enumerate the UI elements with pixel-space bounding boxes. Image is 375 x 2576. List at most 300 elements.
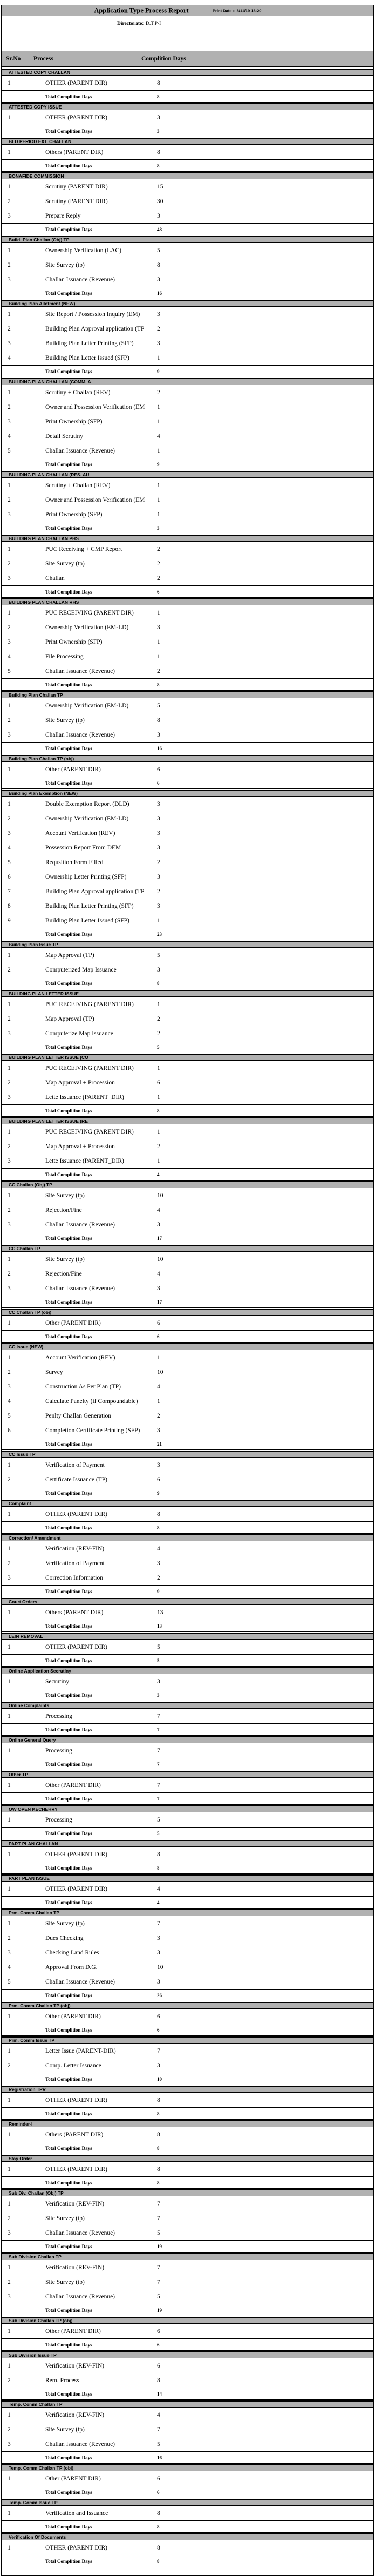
process-row [2, 2211, 373, 2226]
section-header: BUILDING PLAN LETTER ISSUE [2, 990, 373, 997]
process-name: Site Survey (tp) [45, 2426, 85, 2433]
completion-days: 7 [157, 1747, 160, 1754]
process-name: Owner and Possession Verification (EM [45, 403, 145, 410]
section-rows [2, 762, 373, 777]
process-name: Scrutiny + Challan (REV) [45, 389, 111, 396]
completion-days: 2 [157, 560, 160, 567]
section-header: Building Plan Allotment (NEW) [2, 300, 373, 307]
process-row [2, 350, 373, 365]
process-row [2, 913, 373, 928]
total-completion-days-value: 6 [157, 589, 160, 595]
process-section [2, 1667, 373, 1701]
row-serial-number: 9 [8, 917, 11, 924]
process-row [2, 2471, 373, 2486]
total-completion-days-value: 3 [157, 525, 160, 531]
section-rows [2, 948, 373, 977]
section-rows [2, 1640, 373, 1654]
completion-days: 3 [157, 966, 160, 973]
process-name: Verification (REV-FIN) [45, 2411, 105, 2418]
row-serial-number: 1 [8, 952, 11, 959]
completion-days: 1 [157, 447, 160, 454]
row-serial-number: 2 [8, 1368, 11, 1375]
completion-days: 4 [157, 1270, 160, 1277]
total-row [2, 1104, 373, 1117]
completion-days: 8 [157, 2377, 160, 2384]
column-header-process: Process [33, 56, 53, 62]
section-header: Reminder-I [2, 2120, 373, 2127]
completion-days: 7 [157, 2426, 160, 2433]
section-rows [2, 145, 373, 159]
row-serial-number: 1 [8, 1256, 11, 1263]
process-name: Building Plan Letter Printing (SFP) [45, 340, 134, 347]
row-serial-number: 1 [8, 183, 11, 190]
total-row [2, 1438, 373, 1450]
row-serial-number: 1 [8, 1885, 11, 1892]
section-rows [2, 478, 373, 522]
total-completion-days-value: 8 [157, 1108, 160, 1114]
process-section [2, 471, 373, 534]
process-name: Building Plan Letter Issued (SFP) [45, 354, 129, 361]
process-row [2, 605, 373, 620]
process-name: Building Plan Letter Issued (SFP) [45, 917, 129, 924]
row-serial-number: 2 [8, 624, 11, 631]
process-name: Comp. Letter Issuance [45, 2062, 101, 2069]
completion-days: 8 [157, 2166, 160, 2173]
process-name: PUC RECEIVING (PARENT DIR) [45, 1128, 134, 1135]
process-section [2, 2533, 373, 2567]
process-name: OTHER (PARENT DIR) [45, 79, 108, 86]
section-rows [2, 1709, 373, 1723]
process-name: Site Survey (tp) [45, 1920, 85, 1927]
completion-days: 1 [157, 1128, 160, 1135]
total-completion-days-value: 8 [157, 2558, 160, 2564]
total-completion-days-value: 5 [157, 1657, 160, 1663]
row-serial-number: 1 [8, 766, 11, 773]
process-row [2, 664, 373, 678]
completion-days: 4 [157, 1383, 160, 1390]
row-serial-number: 2 [8, 815, 11, 822]
process-section [2, 103, 373, 137]
process-name: Site Survey (tp) [45, 717, 85, 724]
completion-days: 3 [157, 844, 160, 851]
process-section [2, 755, 373, 789]
total-label: Total Complition Days [45, 589, 92, 595]
total-row [2, 2073, 373, 2085]
total-row [2, 585, 373, 598]
completion-days: 2 [157, 859, 160, 866]
section-rows [2, 1778, 373, 1792]
total-label: Total Complition Days [45, 1441, 92, 1447]
process-row [2, 1350, 373, 1365]
row-serial-number: 1 [8, 2047, 11, 2054]
completion-days: 6 [157, 1319, 160, 1326]
completion-days: 8 [157, 2510, 160, 2517]
process-name: Map Approval + Procession [45, 1079, 115, 1086]
process-row [2, 797, 373, 811]
process-name: Other (PARENT DIR) [45, 1319, 101, 1326]
section-rows [2, 1458, 373, 1487]
total-label: Total Complition Days [45, 1333, 92, 1339]
process-row [2, 2260, 373, 2275]
section-rows [2, 2540, 373, 2555]
total-label: Total Complition Days [45, 1727, 92, 1732]
completion-days: 3 [157, 815, 160, 822]
process-row [2, 76, 373, 90]
row-serial-number: 1 [8, 2510, 11, 2517]
total-label: Total Complition Days [45, 2489, 92, 2495]
process-section [2, 1451, 373, 1499]
total-row [2, 90, 373, 103]
total-row [2, 2338, 373, 2351]
process-section [2, 1309, 373, 1343]
completion-days: 3 [157, 1285, 160, 1292]
row-serial-number: 5 [8, 1412, 11, 1419]
process-row [2, 194, 373, 208]
total-row [2, 928, 373, 940]
completion-days: 2 [157, 545, 160, 552]
total-completion-days-value: 8 [157, 1865, 160, 1871]
section-rows [2, 110, 373, 125]
process-row [2, 478, 373, 493]
process-row [2, 507, 373, 522]
completion-days: 3 [157, 340, 160, 347]
completion-days: 1 [157, 638, 160, 645]
process-row [2, 1812, 373, 1827]
process-section [2, 1054, 373, 1117]
completion-days: 1 [157, 1354, 160, 1361]
completion-days: 1 [157, 917, 160, 924]
section-header: Stay Order [2, 2155, 373, 2162]
process-row [2, 542, 373, 556]
process-name: Scrutiny (PARENT DIR) [45, 183, 108, 190]
total-row [2, 1521, 373, 1534]
section-rows [2, 1252, 373, 1296]
total-row [2, 1041, 373, 1053]
row-serial-number: 1 [8, 2200, 11, 2207]
section-rows [2, 698, 373, 742]
section-header: BUILDING PLAN CHALLAN (COMM. A [2, 378, 373, 385]
process-section [2, 2400, 373, 2464]
report-title-bar [2, 5, 373, 16]
process-name: Dues Checking [45, 1934, 84, 1941]
row-serial-number: 4 [8, 844, 11, 851]
completion-days: 4 [157, 433, 160, 440]
completion-days: 4 [157, 1545, 160, 1552]
process-row [2, 272, 373, 287]
total-label: Total Complition Days [45, 780, 92, 786]
completion-days: 1 [157, 1094, 160, 1101]
total-completion-days-value: 23 [157, 931, 162, 937]
process-name: Rejection/Fine [45, 1270, 82, 1277]
process-name: Scrutiny (PARENT DIR) [45, 198, 108, 205]
process-section [2, 1245, 373, 1308]
row-serial-number: 3 [8, 1094, 11, 1101]
process-row [2, 1960, 373, 1974]
process-name: Verification (REV-FIN) [45, 2362, 105, 2369]
total-completion-days-value: 7 [157, 1727, 160, 1732]
total-row [2, 458, 373, 470]
process-name: Verification and Issuance [45, 2510, 108, 2517]
completion-days: 3 [157, 1221, 160, 1228]
process-row [2, 1847, 373, 1862]
section-rows [2, 2196, 373, 2240]
completion-days: 10 [157, 1256, 163, 1263]
process-name: PUC RECEIVING (PARENT DIR) [45, 1064, 134, 1071]
total-completion-days-value: 8 [157, 682, 160, 687]
process-name: Other (PARENT DIR) [45, 2013, 101, 2020]
process-section [2, 1771, 373, 1805]
process-name: Ownership Verification (EM-LD) [45, 815, 129, 822]
completion-days: 8 [157, 2131, 160, 2138]
section-rows [2, 2408, 373, 2451]
total-completion-days-value: 17 [157, 1299, 162, 1305]
process-row [2, 1674, 373, 1689]
completion-days: 7 [157, 1782, 160, 1789]
process-name: Verification (REV-FIN) [45, 2264, 105, 2271]
completion-days: 6 [157, 2013, 160, 2020]
completion-days: 8 [157, 261, 160, 268]
total-completion-days-value: 6 [157, 2027, 160, 2033]
process-section [2, 990, 373, 1053]
total-label: Total Complition Days [45, 1830, 92, 1836]
row-serial-number: 1 [8, 1510, 11, 1518]
completion-days: 30 [157, 198, 163, 205]
completion-days: 3 [157, 2062, 160, 2069]
row-serial-number: 4 [8, 1964, 11, 1971]
section-rows [2, 2009, 373, 2024]
total-completion-days-value: 9 [157, 461, 160, 467]
process-row [2, 2437, 373, 2451]
completion-days: 1 [157, 1064, 160, 1071]
completion-days: 10 [157, 1964, 163, 1971]
process-section [2, 1343, 373, 1450]
process-name: Site Report / Possession Inquiry (EM) [45, 311, 140, 318]
process-row [2, 2324, 373, 2338]
section-header: BUILDING PLAN CHALLAN (RES. AU [2, 471, 373, 478]
total-completion-days-value: 13 [157, 1623, 162, 1629]
row-serial-number: 4 [8, 1398, 11, 1405]
process-row [2, 727, 373, 742]
process-row [2, 713, 373, 727]
row-serial-number: 1 [8, 389, 11, 396]
total-label: Total Complition Days [45, 1235, 92, 1241]
process-name: Double Exemption Report (DLD) [45, 800, 129, 807]
completion-days: 5 [157, 1643, 160, 1650]
process-name: Site Survey (tp) [45, 560, 85, 567]
completion-days: 3 [157, 873, 160, 880]
completion-days: 8 [157, 717, 160, 724]
row-serial-number: 1 [8, 482, 11, 489]
process-name: Challan Issuance (Revenue) [45, 1978, 115, 1985]
process-row [2, 635, 373, 649]
completion-days: 8 [157, 1851, 160, 1858]
completion-days: 8 [157, 2544, 160, 2551]
process-name: Verification of Payment [45, 1560, 105, 1567]
completion-days: 2 [157, 1015, 160, 1022]
process-section [2, 1805, 373, 1839]
row-serial-number: 1 [8, 1643, 11, 1650]
section-header: PART PLAN CHALLAN [2, 1840, 373, 1847]
process-name: Site Survey (tp) [45, 2215, 85, 2222]
row-serial-number: 1 [8, 2131, 11, 2138]
completion-days: 4 [157, 1206, 160, 1213]
process-row [2, 2275, 373, 2289]
row-serial-number: 3 [8, 276, 11, 283]
row-serial-number: 1 [8, 1609, 11, 1616]
process-row [2, 414, 373, 429]
process-row [2, 1408, 373, 1423]
total-completion-days-value: 8 [157, 980, 160, 986]
process-row [2, 243, 373, 258]
total-label: Total Complition Days [45, 1490, 92, 1496]
process-name: Site Survey (tp) [45, 261, 85, 268]
section-header: CC Challan TP [2, 1245, 373, 1252]
total-completion-days-value: 7 [157, 1796, 160, 1802]
completion-days: 5 [157, 952, 160, 959]
process-section [2, 598, 373, 691]
process-name: Rem. Process [45, 2377, 79, 2384]
process-name: Map Approval + Procession [45, 1143, 115, 1150]
directorate-value: D.T.P-I [146, 21, 161, 26]
total-completion-days-value: 48 [157, 226, 162, 232]
section-rows [2, 1605, 373, 1620]
total-row [2, 1989, 373, 2001]
process-name: OTHER (PARENT DIR) [45, 1885, 108, 1892]
process-row [2, 948, 373, 962]
section-header: BUILDING PLAN LETTER ISSUE (CO [2, 1054, 373, 1061]
section-rows [2, 1507, 373, 1521]
process-name: OTHER (PARENT DIR) [45, 2096, 108, 2103]
process-name: PUC Receiving + CMP Report [45, 545, 122, 552]
process-row [2, 649, 373, 664]
process-name: Ownership Verification (EM-LD) [45, 702, 129, 709]
total-label: Total Complition Days [45, 1299, 92, 1305]
total-label: Total Complition Days [45, 931, 92, 937]
process-name: Challan [45, 575, 65, 582]
completion-days: 3 [157, 212, 160, 219]
section-rows [2, 1316, 373, 1330]
row-serial-number: 2 [8, 261, 11, 268]
process-name: Building Plan Letter Printing (SFP) [45, 902, 134, 909]
row-serial-number: 1 [8, 2362, 11, 2369]
completion-days: 10 [157, 1368, 163, 1375]
row-serial-number: 3 [8, 511, 11, 518]
section-rows [2, 1061, 373, 1104]
total-row [2, 742, 373, 754]
row-serial-number: 2 [8, 496, 11, 503]
process-row [2, 2009, 373, 2024]
row-serial-number: 3 [8, 731, 11, 738]
process-row [2, 2058, 373, 2073]
row-serial-number: 1 [8, 1319, 11, 1326]
total-completion-days-value: 9 [157, 1588, 160, 1594]
column-header-srno: Sr.No [6, 56, 21, 62]
completion-days: 3 [157, 1978, 160, 1985]
section-rows [2, 2506, 373, 2520]
row-serial-number: 8 [8, 902, 11, 909]
row-serial-number: 1 [8, 149, 11, 156]
process-name: Verification (REV-FIN) [45, 2200, 105, 2207]
total-completion-days-value: 6 [157, 2489, 160, 2495]
process-name: Construction As Per Plan (TP) [45, 1383, 121, 1390]
process-row [2, 2373, 373, 2388]
row-serial-number: 2 [8, 1143, 11, 1150]
total-completion-days-value: 19 [157, 2307, 162, 2313]
process-section [2, 1840, 373, 1874]
row-serial-number: 4 [8, 433, 11, 440]
row-serial-number: 1 [8, 1782, 11, 1789]
section-rows [2, 243, 373, 287]
completion-days: 5 [157, 2293, 160, 2300]
total-completion-days-value: 16 [157, 2454, 162, 2460]
section-header: Online Complaints [2, 1702, 373, 1709]
completion-days: 7 [157, 2047, 160, 2054]
section-header: Court Orders [2, 1598, 373, 1605]
completion-days: 3 [157, 276, 160, 283]
process-section [2, 1117, 373, 1181]
process-row [2, 1154, 373, 1168]
section-rows [2, 1743, 373, 1758]
row-serial-number: 1 [8, 2166, 11, 2173]
total-row [2, 2520, 373, 2533]
process-row [2, 620, 373, 635]
process-name: Letter Issue (PARENT-DIR) [45, 2047, 116, 2054]
process-row [2, 2196, 373, 2211]
section-header: Building Plan Challan TP [2, 691, 373, 698]
completion-days: 2 [157, 575, 160, 582]
row-serial-number: 1 [8, 1461, 11, 1468]
total-label: Total Complition Days [45, 1525, 92, 1530]
total-row [2, 1896, 373, 1909]
process-row [2, 400, 373, 414]
row-serial-number: 1 [8, 1712, 11, 1719]
section-header: CC Challan TP (obj) [2, 1309, 373, 1316]
completion-days: 1 [157, 653, 160, 660]
process-name: OTHER (PARENT DIR) [45, 2544, 108, 2551]
row-serial-number: 2 [8, 2215, 11, 2222]
process-name: Other (PARENT DIR) [45, 2328, 101, 2335]
process-section [2, 378, 373, 470]
process-row [2, 1394, 373, 1408]
process-row [2, 1945, 373, 1960]
completion-days: 3 [157, 1461, 160, 1468]
section-header: Online General Query [2, 1736, 373, 1743]
row-serial-number: 1 [8, 702, 11, 709]
total-row [2, 287, 373, 299]
section-header: ATTESTED COPY CHALLAN [2, 69, 373, 76]
process-row [2, 855, 373, 869]
section-header: CC Issue (NEW) [2, 1343, 373, 1350]
total-row [2, 2388, 373, 2400]
process-section [2, 172, 373, 235]
process-row [2, 2226, 373, 2240]
section-header: Building Plan Issue TP [2, 941, 373, 948]
section-header: Building Plan Challan TP (obj) [2, 755, 373, 762]
total-row [2, 1827, 373, 1839]
process-name: Correction Information [45, 1574, 103, 1581]
process-name: Ownership Letter Printing (SFP) [45, 873, 127, 880]
process-name: Challan Issuance (Revenue) [45, 1221, 115, 1228]
process-name: Challan Issuance (Revenue) [45, 2293, 115, 2300]
completion-days: 1 [157, 1001, 160, 1008]
process-section [2, 236, 373, 299]
total-completion-days-value: 3 [157, 1692, 160, 1698]
process-section [2, 1598, 373, 1632]
process-row [2, 1281, 373, 1296]
completion-days: 7 [157, 2264, 160, 2271]
process-section [2, 2036, 373, 2085]
completion-days: 3 [157, 830, 160, 837]
